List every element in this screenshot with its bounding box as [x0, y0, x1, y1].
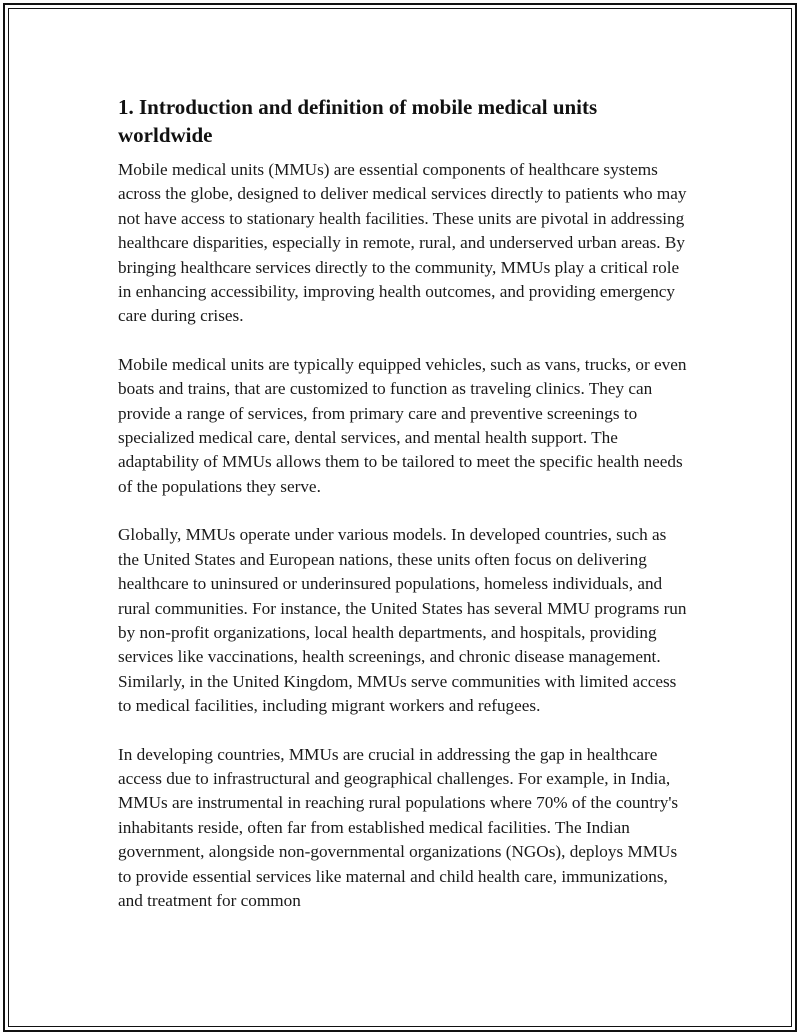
paragraph-1: Mobile medical units (MMUs) are essential components of healthcare systems across the globe, designed to deliver medical services directly to patients who may not have access to stationary health facilities. These units are pivotal in addressing healthcare disparities, especially in remote, rural, and underserved urban areas. By bringing healthcare services directly to the community, MMUs play a critical role in enhancing accessibility, improving health outcomes, and providing emergency care during crises.	[118, 160, 687, 326]
paragraph-3: Globally, MMUs operate under various models. In developed countries, such as the United States and European nations, these units often focus on delivering healthcare to uninsured or underinsured populations, homeless individuals, and rural communities. For instance, the United States has several MMU programs run by non-profit organizations, local health departments, and hospitals, providing services like vaccinations, health screenings, and chronic disease management. Similarly, in the United Kingdom, MMUs serve communities with limited access to medical facilities, including migrant workers and refugees.	[118, 525, 687, 716]
section-heading: 1. Introduction and definition of mobile medical units worldwide	[118, 95, 598, 147]
paragraph-4: In developing countries, MMUs are crucial in addressing the gap in healthcare access due to infrastructural and geographical challenges. For example, in India, MMUs are instrumental in reaching rural populations where 70% of the country's inhabitants reside, often far from established medical facilities. The Indian government, alongside non-governmental organizations (NGOs), deploys MMUs to provide essential services like maternal and child health care, immunizations, and treatment for common	[118, 744, 679, 910]
paragraph-2: Mobile medical units are typically equipped vehicles, such as vans, trucks, or even boats and trains, that are customized to function as traveling clinics. They can provide a range of services, from primary care and preventive screenings to specialized medical care, dental services, and mental health support. The adaptability of MMUs allows them to be tailored to meet the specific health needs of the populations they serve.	[118, 354, 687, 496]
document-body	[118, 93, 688, 937]
